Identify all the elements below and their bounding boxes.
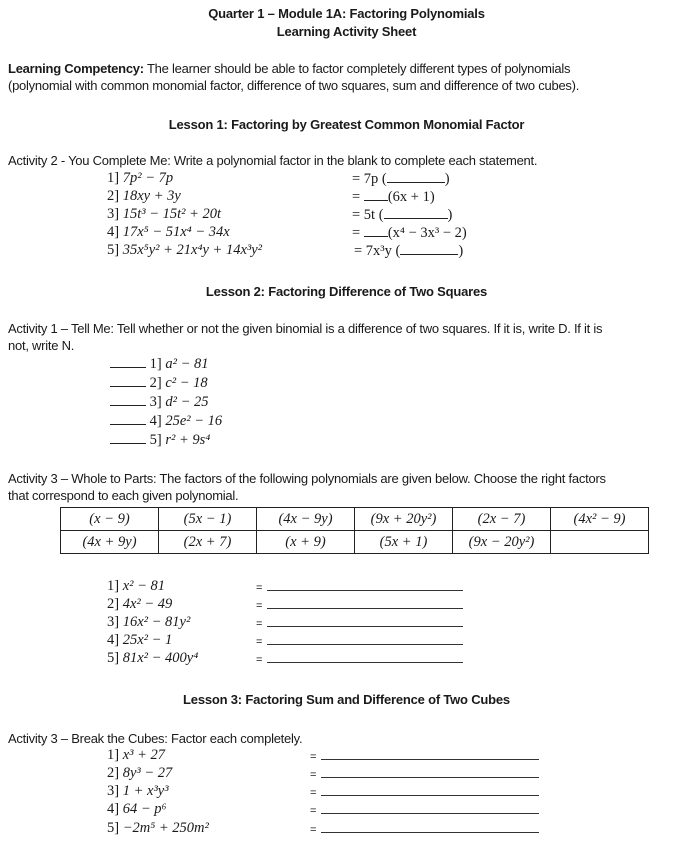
lesson1-item xyxy=(107,224,230,242)
item-number: 5] xyxy=(107,820,120,836)
item-expression: d² − 25 xyxy=(165,394,209,410)
answer-suffix: ) xyxy=(444,171,450,187)
lesson3-answer xyxy=(310,747,539,765)
activity3-item xyxy=(107,650,198,668)
competency-label: Learning Competency: xyxy=(8,61,144,76)
answer-blank[interactable] xyxy=(387,170,445,183)
lesson3-answer xyxy=(310,783,539,801)
answer-line[interactable] xyxy=(321,785,539,796)
equals-sign: = xyxy=(310,769,317,781)
item-number: 2] xyxy=(149,375,162,391)
lesson1-answer xyxy=(352,206,452,224)
factor-cell: (5x − 1) xyxy=(159,508,257,531)
answer-blank[interactable] xyxy=(110,412,146,425)
lesson1-answer xyxy=(352,224,467,242)
competency-text-line1: The learner should be able to factor completely different types of polynomials xyxy=(143,61,571,76)
answer-line[interactable] xyxy=(267,598,463,609)
item-expression: 16x² − 81y² xyxy=(122,614,191,630)
equals-sign: = xyxy=(256,582,263,594)
item-number: 4] xyxy=(107,224,120,240)
lesson1-item xyxy=(107,188,181,206)
lesson1-item xyxy=(107,170,173,188)
answer-line[interactable] xyxy=(267,652,463,663)
lesson3-title: Lesson 3: Factoring Sum and Difference of Two Cubes xyxy=(183,692,510,707)
answer-prefix: = 5t ( xyxy=(352,207,384,223)
equals-sign: = xyxy=(310,824,317,836)
item-expression: 35x⁵y² + 21x⁴y + 14x³y² xyxy=(122,242,263,258)
activity1-title-line1: Activity 1 – Tell Me: Tell whether or not the given binomial is a difference of two squares. If it is, write D. If it is xyxy=(8,321,603,336)
item-expression: 18xy + 3y xyxy=(122,188,181,204)
item-number: 1] xyxy=(149,356,162,372)
answer-prefix: = 7x³y ( xyxy=(354,243,401,259)
item-number: 5] xyxy=(107,242,120,258)
equals-sign: = xyxy=(256,636,263,648)
equals-sign: = xyxy=(256,618,263,630)
item-expression: r² + 9s⁴ xyxy=(165,432,211,448)
item-expression: x³ + 27 xyxy=(122,747,166,763)
item-number: 1] xyxy=(107,578,120,594)
item-number: 4] xyxy=(149,413,162,429)
lesson1-answer xyxy=(352,188,435,206)
equals-sign: = xyxy=(256,654,263,666)
activity3-title-line2: that correspond to each given polynomial. xyxy=(8,488,239,503)
lesson1-answer xyxy=(352,170,450,188)
item-expression: 1 + x³y³ xyxy=(122,783,169,799)
learning-competency xyxy=(8,60,688,94)
factor-table-row xyxy=(61,508,649,531)
item-number: 2] xyxy=(107,765,120,781)
document-title: Quarter 1 – Module 1A: Factoring Polynomials xyxy=(208,6,485,21)
lesson3-item xyxy=(107,801,167,819)
activity3-item xyxy=(107,632,172,650)
factor-cell: (4x − 9y) xyxy=(257,508,355,531)
activity3-answer xyxy=(256,614,463,632)
activity3-answer xyxy=(256,596,463,614)
item-expression: c² − 18 xyxy=(165,375,208,391)
lesson1-activity-title: Activity 2 - You Complete Me: Write a polynomial factor in the blank to complete each statement. xyxy=(8,153,538,168)
activity3-item xyxy=(107,614,190,632)
factor-cell: (2x − 7) xyxy=(453,508,551,531)
equals-sign: = xyxy=(310,805,317,817)
lesson2-activity3-title xyxy=(8,470,693,504)
item-expression: 7p² − 7p xyxy=(122,170,174,186)
answer-blank[interactable] xyxy=(110,393,146,406)
equals-sign: = xyxy=(310,787,317,799)
answer-prefix: = xyxy=(352,189,361,205)
lesson1-item xyxy=(107,242,262,260)
item-number: 3] xyxy=(149,394,162,410)
competency-text-line2: (polynomial with common monomial factor, difference of two squares, sum and difference of two cubes). xyxy=(8,78,580,93)
activity3-item xyxy=(107,596,172,614)
answer-blank[interactable] xyxy=(384,206,448,219)
item-expression: 8y³ − 27 xyxy=(122,765,173,781)
item-number: 3] xyxy=(107,783,120,799)
answer-line[interactable] xyxy=(267,616,463,627)
activity3-answer xyxy=(256,650,463,668)
lesson2-title: Lesson 2: Factoring Difference of Two Squares xyxy=(205,284,488,299)
activity1-item xyxy=(110,431,210,449)
item-expression: −2m⁵ + 250m² xyxy=(122,820,209,836)
factor-cell: (4x² − 9) xyxy=(551,508,649,531)
answer-blank[interactable] xyxy=(400,242,458,255)
factor-table xyxy=(60,507,649,554)
item-number: 1] xyxy=(107,170,120,186)
factor-cell: (4x + 9y) xyxy=(61,531,159,554)
activity3-item xyxy=(107,578,165,596)
item-expression: a² − 81 xyxy=(165,356,209,372)
answer-suffix: (x⁴ − 3x³ − 2) xyxy=(387,225,467,241)
factor-cell: (5x + 1) xyxy=(355,531,453,554)
activity3-answer xyxy=(256,578,463,596)
item-number: 4] xyxy=(107,632,120,648)
lesson3-item xyxy=(107,765,172,783)
answer-prefix: = xyxy=(352,225,361,241)
answer-line[interactable] xyxy=(321,822,539,833)
activity3-title-line1: Activity 3 – Whole to Parts: The factors of the following polynomials are given below. Choose the right factors xyxy=(8,471,606,486)
lesson1-title: Lesson 1: Factoring by Greatest Common Monomial Factor xyxy=(168,117,525,132)
factor-cell: (9x − 20y²) xyxy=(453,531,551,554)
item-expression: 25x² − 1 xyxy=(122,632,173,648)
activity1-item xyxy=(110,355,208,373)
item-number: 5] xyxy=(107,650,120,666)
factor-cell: (9x + 20y²) xyxy=(355,508,453,531)
answer-suffix: ) xyxy=(447,207,453,223)
lesson3-answer xyxy=(310,820,539,838)
document-subtitle: Learning Activity Sheet xyxy=(276,24,417,39)
lesson3-item xyxy=(107,747,165,765)
lesson3-answer xyxy=(310,765,539,783)
lesson1-answer xyxy=(354,242,463,260)
activity1-title-line2: not, write N. xyxy=(8,338,75,353)
factor-cell-empty xyxy=(551,531,649,554)
item-expression: 64 − p⁶ xyxy=(122,801,167,817)
item-number: 2] xyxy=(107,596,120,612)
lesson3-answer xyxy=(310,801,539,819)
answer-line[interactable] xyxy=(321,749,539,760)
activity1-item xyxy=(110,393,208,411)
answer-blank[interactable] xyxy=(110,355,146,368)
equals-sign: = xyxy=(310,751,317,763)
item-expression: x² − 81 xyxy=(122,578,166,594)
activity1-item xyxy=(110,412,222,430)
answer-blank[interactable] xyxy=(110,431,146,444)
item-expression: 81x² − 400y⁴ xyxy=(122,650,199,666)
lesson2-activity1-title xyxy=(8,320,693,354)
answer-line[interactable] xyxy=(267,634,463,645)
lesson1-item xyxy=(107,206,221,224)
answer-suffix: ) xyxy=(458,243,464,259)
item-expression: 4x² − 49 xyxy=(122,596,173,612)
item-expression: 15t³ − 15t² + 20t xyxy=(122,206,222,222)
answer-suffix: (6x + 1) xyxy=(387,189,435,205)
factor-cell: (x + 9) xyxy=(257,531,355,554)
item-expression: 17x⁵ − 51x⁴ − 34x xyxy=(122,224,230,240)
item-number: 3] xyxy=(107,206,120,222)
factor-cell: (x − 9) xyxy=(61,508,159,531)
lesson3-activity-title: Activity 3 – Break the Cubes: Factor each completely. xyxy=(8,731,303,746)
answer-blank[interactable] xyxy=(364,188,388,201)
item-number: 4] xyxy=(107,801,120,817)
answer-blank[interactable] xyxy=(364,224,388,237)
item-number: 5] xyxy=(149,432,162,448)
answer-line[interactable] xyxy=(321,767,539,778)
item-number: 3] xyxy=(107,614,120,630)
item-expression: 25e² − 16 xyxy=(165,413,223,429)
item-number: 1] xyxy=(107,747,120,763)
answer-prefix: = 7p ( xyxy=(352,171,387,187)
answer-line[interactable] xyxy=(267,580,463,591)
activity3-answer xyxy=(256,632,463,650)
activity1-item xyxy=(110,374,208,392)
item-number: 2] xyxy=(107,188,120,204)
answer-line[interactable] xyxy=(321,803,539,814)
factor-cell: (2x + 7) xyxy=(159,531,257,554)
equals-sign: = xyxy=(256,600,263,612)
factor-table-row xyxy=(61,531,649,554)
answer-blank[interactable] xyxy=(110,374,146,387)
lesson3-item xyxy=(107,820,209,838)
lesson3-item xyxy=(107,783,169,801)
